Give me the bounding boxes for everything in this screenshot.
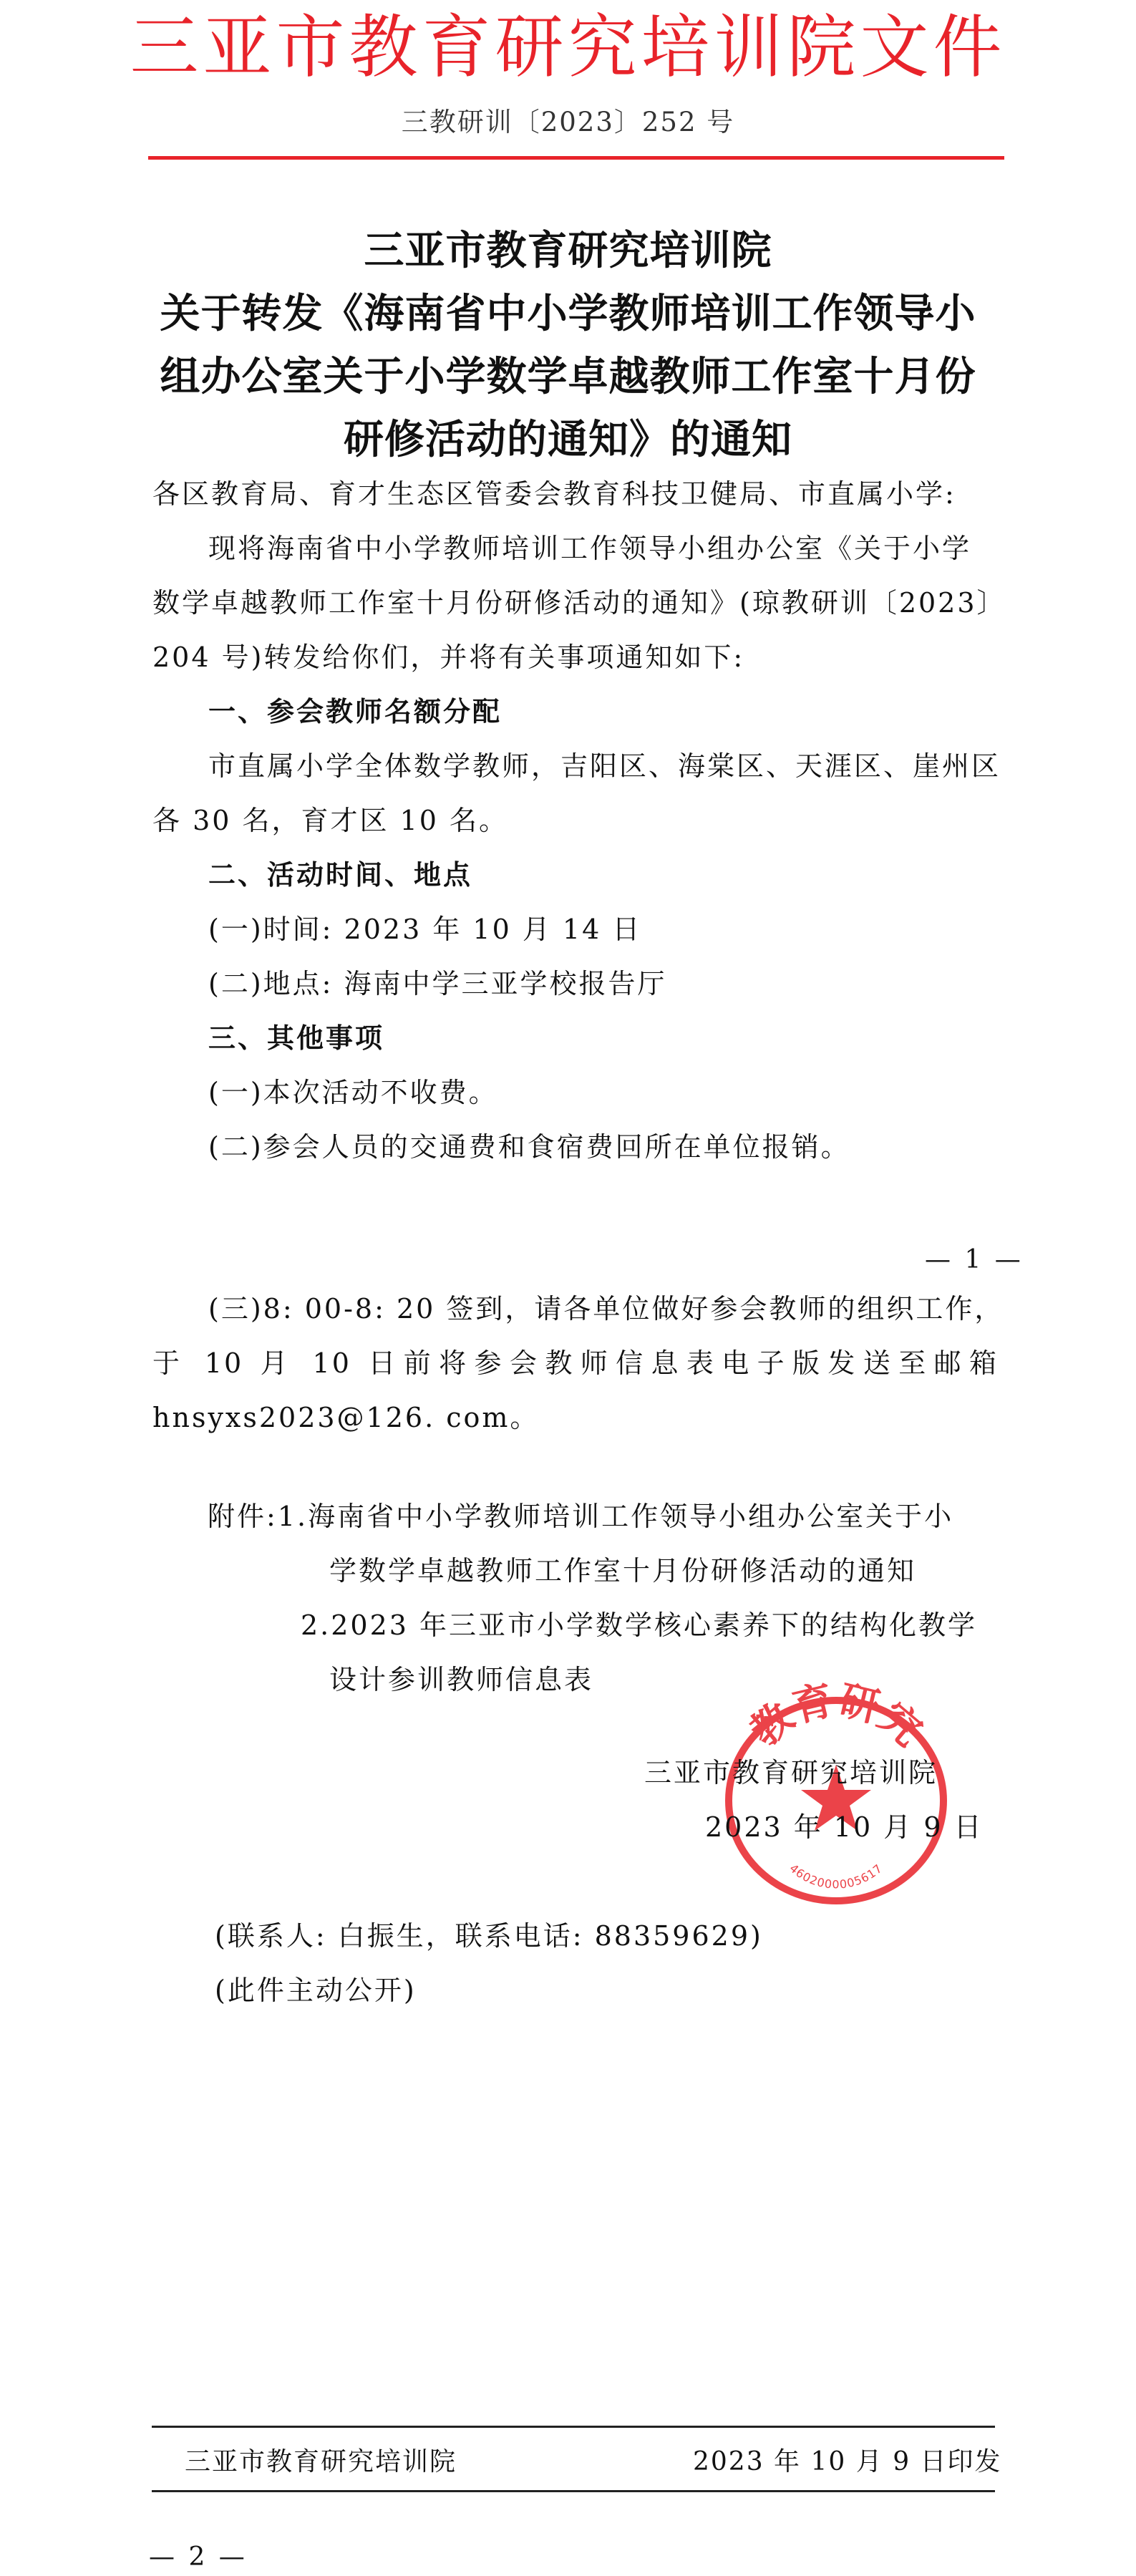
section-text: 市直属小学全体数学教师，吉阳区、海棠区、天涯区、崖州区 (208, 750, 1001, 782)
notice-body-continued (152, 1282, 1004, 1445)
document-number: 三教研训〔2023〕252 号 (401, 107, 735, 137)
notice-body (152, 467, 1006, 1174)
attachment-item-text: 1.海南省中小学教师培训工作领导小组办公室关于小 (277, 1501, 954, 1532)
attachment-item: 学数学卓越教师工作室十月份研修活动的通知 (329, 1555, 917, 1587)
notice-title-line: 关于转发《海南省中小学教师培训工作领导小 (160, 290, 976, 337)
seal-text: 教育研究 (741, 1676, 931, 1756)
footer-org: 三亚市教育研究培训院 (185, 2447, 457, 2476)
contact-line: (联系人: 白振生，联系电话: 88359629) (215, 1920, 763, 1952)
attachment-item: 设计参训教师信息表 (329, 1664, 594, 1695)
section-heading: 一、参会教师名额分配 (208, 695, 503, 727)
section-item: 于 10 月 10 日前将参会教师信息表电子版发送至邮箱 (152, 1347, 999, 1379)
attachment-item: 2.2023 年三亚市小学数学核心素养下的结构化教学 (301, 1609, 978, 1641)
intro-line: 现将海南省中小学教师培训工作领导小组办公室《关于小学 (208, 533, 972, 564)
page-number: — 1 — (925, 1245, 1024, 1274)
section-item: (三)8: 00-8: 20 签到，请各单位做好参会教师的组织工作， (208, 1293, 1004, 1325)
section-item: (二)地点: 海南中学三亚学校报告厅 (208, 968, 667, 999)
svg-text:教育研究 (742, 1676, 931, 1756)
footer-bottom-rule (152, 2490, 995, 2492)
header-red-rule (148, 156, 1004, 160)
intro-line: 数学卓越教师工作室十月份研修活动的通知》(琼教研训〔2023〕 (152, 587, 1006, 619)
footer-print-date: 2023 年 10 月 9 日印发 (693, 2447, 1002, 2476)
contact-block (215, 1909, 763, 2018)
seal-code: 4602000005617 (787, 1861, 885, 1892)
page-number: — 2 — (149, 2542, 248, 2572)
section-item: (一)本次活动不收费。 (208, 1077, 498, 1108)
disclosure-line: (此件主动公开) (215, 1975, 417, 2006)
section-heading: 三、其他事项 (208, 1022, 385, 1054)
intro-line: 204 号)转发给你们，并将有关事项通知如下: (152, 641, 745, 673)
attachments-block (208, 1489, 1006, 1707)
section-item: (一)时间: 2023 年 10 月 14 日 (208, 914, 642, 945)
section-heading: 二、活动时间、地点 (208, 858, 473, 891)
notice-title-line: 研修活动的通知》的通知 (344, 416, 792, 463)
email-line: hnsyxs2023@126. com。 (152, 1402, 540, 1433)
footer-top-rule (152, 2426, 995, 2428)
signature-org: 三亚市教育研究培训院 (644, 1757, 938, 1788)
document-header-title: 三亚市教育研究培训院文件 (130, 7, 1006, 87)
signature-date: 2023 年 10 月 9 日 (705, 1811, 984, 1843)
notice-title-line: 三亚市教育研究培训院 (364, 227, 772, 274)
attachments-label: 附件: (208, 1501, 278, 1532)
notice-title-line: 组办公室关于小学数学卓越教师工作室十月份 (160, 353, 976, 400)
attachment-item (208, 1489, 1006, 1544)
notice-title (136, 219, 1000, 471)
section-item: (二)参会人员的交通费和食宿费回所在单位报销。 (208, 1131, 850, 1163)
svg-text:4602000005617 (787, 1861, 885, 1892)
recipients-line: 各区教育局、育才生态区管委会教育科技卫健局、市直属小学: (152, 478, 956, 510)
section-text: 各 30 名，育才区 10 名。 (152, 805, 509, 836)
